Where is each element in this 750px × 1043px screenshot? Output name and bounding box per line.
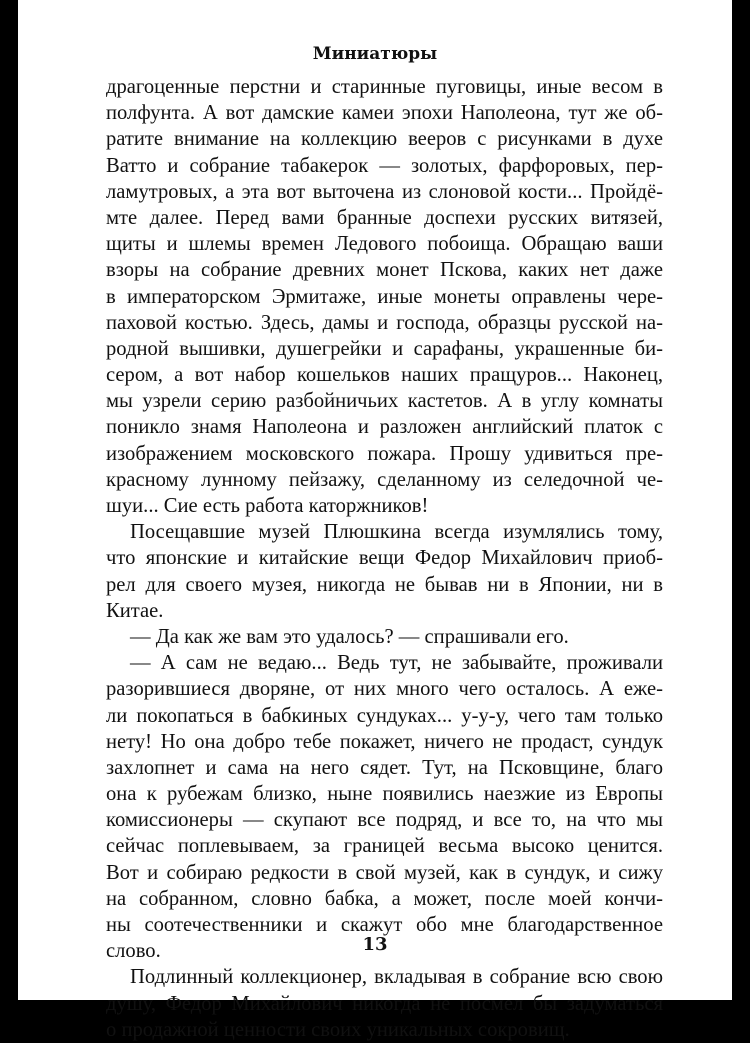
text-line: Ватто и собрание табакерок — золотых, фарфоровых, пер-: [106, 154, 663, 177]
text-line: сейчас поплевываем, за границей весьма высоко ценится.: [106, 835, 663, 858]
text-line: ламутровых, а эта вот выточена из слоновой кости... Пройдё-: [106, 180, 663, 203]
text-line: разорившиеся дворяне, от них много чего осталось. А еже-: [106, 678, 663, 701]
text-line: ны соотечественники и скажут обо мне благодарственное: [106, 914, 663, 936]
text-line: мте далее. Перед вами бранные доспехи русских витязей,: [106, 206, 663, 229]
book-page: [18, 0, 732, 1041]
text-line: нету! Но она добро тебе покажет, ничего не продаст, сундук: [106, 730, 663, 753]
text-line: на собранном, словно бабка, а может, после моей кончи-: [106, 887, 663, 910]
text-line: ли покопаться в бабкиных сундуках... у-у-у, чего там только: [106, 704, 663, 727]
text-line: изображением московского пожара. Прошу удивиться пре-: [106, 442, 663, 465]
text-line: мы узрели серию разбойничьих кастетов. А в углу комнаты: [106, 390, 663, 413]
text-line: шуи... Сие есть работа каторжников!: [106, 495, 429, 517]
text-line: Китае.: [106, 599, 164, 622]
text-line: драгоценные перстни и старинные пуговицы, иные весом в: [106, 76, 663, 98]
text-line: родной вышивки, душегрейки и сарафаны, украшенные би-: [106, 337, 663, 360]
text-line: слово.: [106, 940, 161, 963]
text-line: паховой костью. Здесь, дамы и господа, образцы русской на-: [106, 311, 663, 334]
dialogue-line: — Да как же вам это удалось? — спрашивали его.: [130, 625, 569, 648]
text-line: Вот и собираю редкости в свой музей, как в сундук, и сижу: [106, 861, 663, 884]
text-line: что японские и китайские вещи Федор Михайлович приоб-: [106, 547, 663, 570]
dialogue-line: — А сам не ведаю... Ведь тут, не забывайте, проживали: [130, 652, 663, 675]
running-title: Миниатюры: [312, 44, 438, 64]
text-line: сером, а вот набор кошельков наших пращуров... Наконец,: [106, 364, 663, 387]
text-line: красному лунному пейзажу, сделанному из селедочной че-: [106, 468, 663, 491]
text-line: в императорском Эрмитаже, иные монеты оправлены чере-: [106, 285, 663, 308]
text-line: поникло знамя Наполеона и разложен английский платок с: [106, 416, 663, 439]
page-number: 13: [362, 934, 388, 955]
text-line: о продажной ценности своих уникальных сокровищ.: [106, 1018, 570, 1041]
text-line: комиссионеры — скупают все подряд, и все то, на что мы: [106, 809, 663, 832]
text-line: рел для своего музея, никогда не бывав ни в Японии, ни в: [106, 573, 663, 596]
paragraph-start-line: Подлинный коллекционер, вкладывая в собрание всю свою: [130, 966, 663, 989]
paragraph-start-line: Посещавшие музей Плюшкина всегда изумлялись тому,: [130, 521, 663, 544]
text-line: взоры на собрание древних монет Пскова, каких нет даже: [106, 259, 663, 282]
text-line: захлопнет и сама на него сядет. Тут, на Псковщине, благо: [106, 756, 663, 779]
body-text: [106, 74, 663, 1043]
text-line: она к рубежам близко, ныне появились наезжие из Европы: [106, 783, 663, 806]
text-line: ратите внимание на коллекцию вееров с рисунками в духе: [106, 128, 663, 151]
text-line: душу, Федор Михайлович никогда не посмел бы задуматься: [106, 992, 663, 1015]
text-line: щиты и шлемы времен Ледового побоища. Обращаю ваши: [106, 233, 663, 256]
text-line: полфунта. А вот дамские камеи эпохи Наполеона, тут же об-: [106, 102, 663, 125]
